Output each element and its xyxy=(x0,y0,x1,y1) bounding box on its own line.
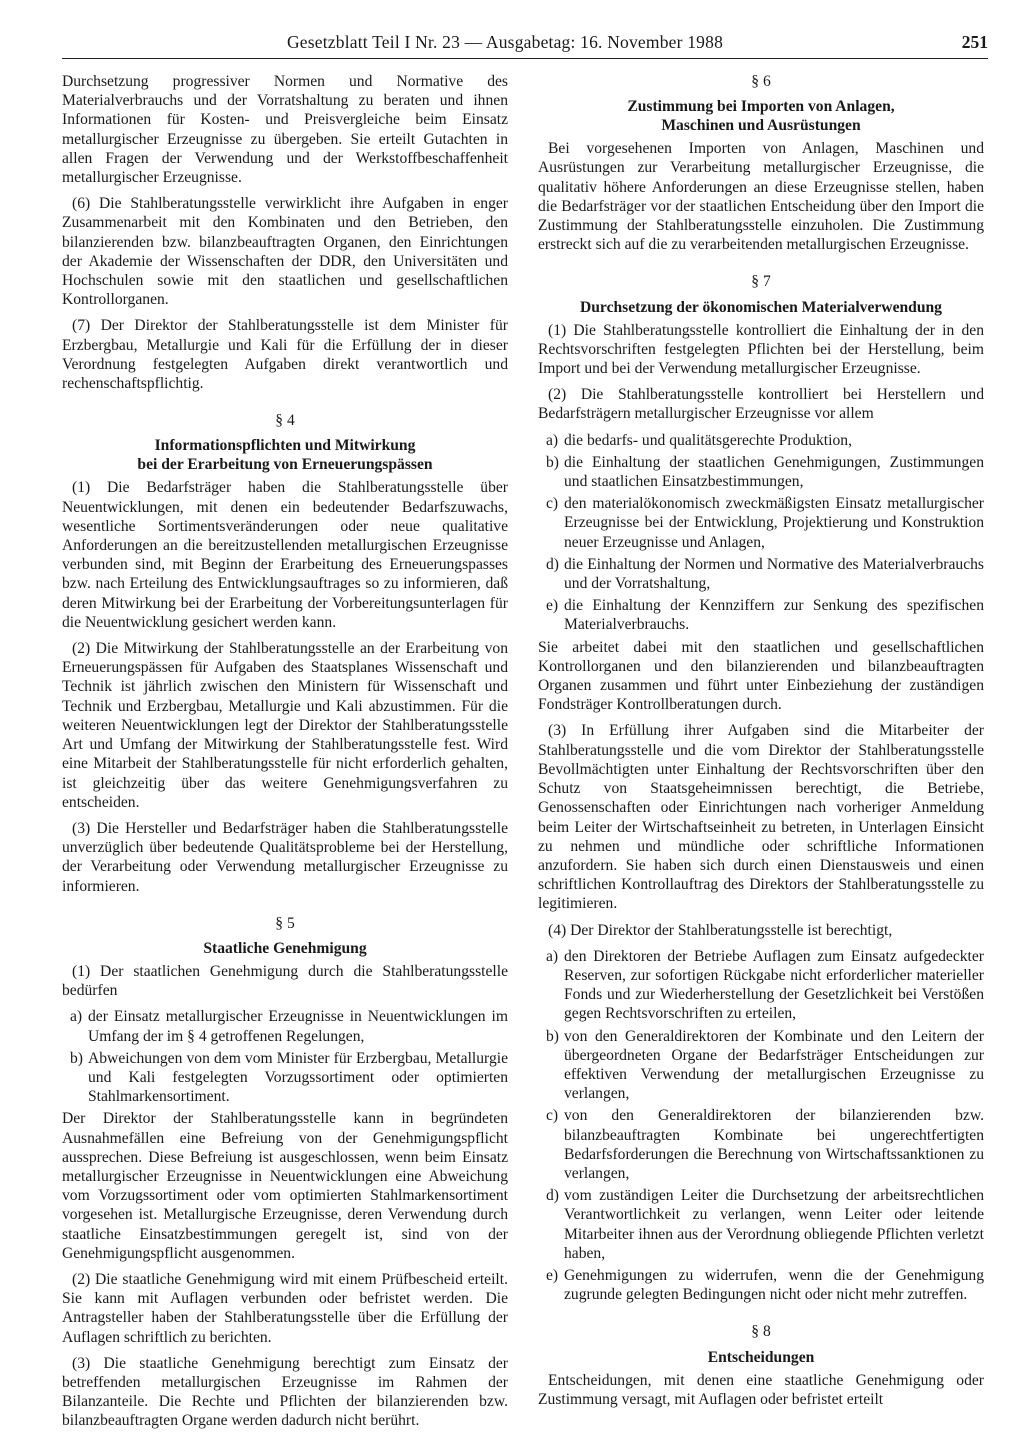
list-item xyxy=(538,431,984,450)
list-marker: b) xyxy=(546,1027,559,1045)
paragraph: Der Direktor der Stahlberatungsstelle kann in begründeten Ausnahmefällen eine Befreiung von der Genehmigungspflicht aussprechen. Diese Befreiung ist ausgeschlossen, wenn beim Einsatz metallurgischer Erzeugnisse in Neuentwicklungen eine Abweichung vom Vorzugssortiment oder vom optimierten Stahlmarkensortiment vorgesehen ist. Metallurgische Erzeugnisse, deren Verwendung durch staatliche Einsatzbestimmungen geregelt ist, sind von der Genehmigungspflicht ausgenommen. xyxy=(62,1110,508,1262)
paragraph: (3) Die Hersteller und Bedarfsträger haben die Stahlberatungsstelle unverzüglich über bedeutende Qualitätsprobleme bei der Herstellung, der Verarbeitung oder Verwendung metallurgischer Erzeugnisse zu informieren. xyxy=(62,819,508,895)
list-marker: c) xyxy=(546,1107,559,1125)
paragraph: (4) Der Direktor der Stahlberatungsstelle ist berechtigt, xyxy=(548,921,893,939)
list-item-text: Abweichungen von dem vom Minister für Erzbergbau, Metallurgie und Kali festgelegten Vorzugssortiment oder optimierten Stahlmarkensortiment. xyxy=(88,1049,508,1106)
right-column xyxy=(538,72,984,1408)
list-item-text: vom zuständigen Leiter die Durchsetzung der arbeitsrechtlichen Verantwortlichkeit zu verlangen, wenn Leiter oder leitende Mitarbeiter ihnen aus der Verordnung obliegende Pflichten verletzt haben, xyxy=(564,1187,984,1262)
list-item-text: von den Generaldirektoren der bilanzierenden bzw. bilanzbeauftragten Kombinate bei ungerechtfertigten Bedarfsforderungen die Berechnung von Wirtschaftssanktionen zu verlangen, xyxy=(564,1107,984,1182)
list-item xyxy=(538,596,984,634)
section-title: Entscheidungen xyxy=(707,1348,815,1366)
paragraph: (3) In Erfüllung ihrer Aufgaben sind die Mitarbeiter der Stahlberatungsstelle und die vom Direktor der Stahlberatungsstelle Bevollmächtigten unter Einhaltung der Rechtsvorschriften über den Schutz von Staatsgeheimnissen berechtigt, die Betriebe, Genossenschaften oder Einrichtungen nach vorheriger Anmeldung beim Leiter der Wirtschaftseinheit zu betreten, in Unterlagen Einsicht zu nehmen und mündliche oder schriftliche Informationen anzufordern. Sie haben sich durch einen Dienstausweis und einen schriftlichen Kontrollauftrag des Direktors der Stahlberatungsstelle zu legitimieren. xyxy=(538,722,984,913)
section-number: § 7 xyxy=(751,273,771,291)
section-title: Staatliche Genehmigung xyxy=(203,939,367,957)
list-marker: a) xyxy=(546,431,559,449)
list-item xyxy=(538,1266,984,1304)
list-item-text: Genehmigungen zu widerrufen, wenn die der Genehmigung zugrunde gelegten Bedingungen nicht oder nicht mehr zutreffen. xyxy=(564,1266,984,1304)
list-marker: a) xyxy=(546,947,559,965)
list-marker: b) xyxy=(70,1049,83,1067)
section-number: § 4 xyxy=(275,412,295,430)
list-item xyxy=(538,947,984,1024)
paragraph: Bei vorgesehenen Importen von Anlagen, Maschinen und Ausrüstungen zur Verarbeitung metallurgischer Erzeugnisse, die qualitativ höhere Anforderungen an diese Erzeugnisse stellen, haben die Bedarfsträger vor der staatlichen Entscheidung über den Import die Zustimmung der Stahlberatungsstelle einzuholen. Die Zustimmung erstreckt sich auf die zu verarbeitenden metallurgischen Erzeugnisse. xyxy=(538,140,984,254)
list-marker: e) xyxy=(546,1266,559,1284)
list-marker: a) xyxy=(70,1008,83,1026)
list-marker: d) xyxy=(546,1187,559,1205)
section-title xyxy=(62,436,508,474)
paragraph: Entscheidungen, mit denen eine staatliche Genehmigung oder Zustimmung versagt, mit Auflagen oder befristet erteilt xyxy=(538,1371,984,1408)
section-number: § 8 xyxy=(751,1323,771,1341)
list-item xyxy=(538,1027,984,1104)
paragraph: (2) Die staatliche Genehmigung wird mit einem Prüfbescheid erteilt. Sie kann mit Auflagen verbunden oder befristet werden. Die Antragsteller haben der Stahlberatungsstelle über die Erfüllung der Auflagen schriftlich zu berichten. xyxy=(62,1270,508,1346)
list-item-text: den materialökonomisch zweckmäßigsten Einsatz metallurgischer Erzeugnisse bei der Entwicklung, Projektierung und Konstruktion neuer Erzeugnisse und Anlagen, xyxy=(564,495,984,551)
paragraph: (7) Der Direktor der Stahlberatungsstelle ist dem Minister für Erzbergbau, Metallurgie und Kali für die Erfüllung der in dieser Verordnung festgelegten Aufgaben direkt verantwortlich und rechenschaftspflichtig. xyxy=(62,317,508,393)
paragraph: (2) Die Mitwirkung der Stahlberatungsstelle an der Erarbeitung von Erneuerungspässen für Aufgaben des Staatsplanes Wissenschaft und Technik ist jährlich zwischen den Ministern für Wissenschaft und Technik und Erzbergbau, Metallurgie und Kali abzustimmen. Für die weiteren Neuentwicklungen legt der Direktor der Stahlberatungsstelle Art und Umfang der Mitwirkung der Stahlberatungsstelle fest. Wird eine Mitarbeit der Stahlberatungsstelle für nicht erforderlich gehalten, ist gleichzeitig über das weitere Genehmigungsverfahren zu entscheiden. xyxy=(62,640,508,811)
paragraph: (1) Die Stahlberatungsstelle kontrolliert die Einhaltung der in den Rechtsvorschriften festgelegten Pflichten bei der Herstellung, beim Import und bei der Verwendung metallurgischer Erzeugnisse. xyxy=(538,321,984,378)
paragraph: (2) Die Stahlberatungsstelle kontrolliert bei Herstellern und Bedarfsträgern metallurgischer Erzeugnisse vor allem xyxy=(538,386,984,423)
list-marker: b) xyxy=(546,453,559,471)
section-title-line: bei der Erarbeitung von Erneuerungspässen xyxy=(137,456,433,474)
enumerated-list xyxy=(538,947,984,1305)
list-item xyxy=(538,1106,984,1183)
list-marker: d) xyxy=(546,555,559,573)
section-title xyxy=(538,97,984,135)
list-marker: c) xyxy=(546,495,559,513)
section-title-line: Informationspflichten und Mitwirkung xyxy=(154,437,416,455)
list-item xyxy=(62,1049,508,1107)
list-item xyxy=(538,453,984,491)
enumerated-list xyxy=(62,1007,508,1106)
list-item-text: die Einhaltung der Kennziffern zur Senkung des spezifischen Materialverbrauchs. xyxy=(564,597,984,634)
list-item-text: von den Generaldirektoren der Kombinate und den Leitern der übergeordneten Organe der Bedarfsträger Entscheidungen zur effektiven Verwendung der metallurgischen Erzeugnisse zu verlangen, xyxy=(564,1027,984,1103)
paragraph: Durchsetzung progressiver Normen und Normative des Materialverbrauchs und der Vorratshaltung zu beraten und ihnen Informationen für Kosten- und Preisvergleiche beim Einsatz metallurgischer Erzeugnisse zu übergeben. Sie erteilt Gutachten in allen Fragen der Verwendung und der Werkstoffbeschaffenheit metallurgischer Erzeugnisse. xyxy=(62,73,508,187)
section-title: Durchsetzung der ökonomischen Materialverwendung xyxy=(580,298,942,316)
list-item-text: die Einhaltung der staatlichen Genehmigungen, Zustimmungen und staatlichen Einsatzbestimmungen, xyxy=(564,453,984,491)
page-header xyxy=(62,32,988,59)
section-number: § 6 xyxy=(751,73,771,90)
page-number: 251 xyxy=(961,32,988,52)
list-item-text: den Direktoren der Betriebe Auflagen zum Einsatz aufgedeckter Reserven, zur sofortigen Rückgabe nicht erforderlicher materieller Fonds und zur Wiederherstellung der Gesetzlichkeit bei Verstößen gegen Rechtsvorschriften zu erteilen, xyxy=(564,947,984,1023)
paragraph: (1) Die Bedarfsträger haben die Stahlberatungsstelle über Neuentwicklungen, mit denen ein bedeutender Bedarfszuwachs, wesentliche Sortimentsveränderungen oder neue qualitative Anforderungen an die bereitzustellenden metallurgischen Erzeugnisse verbunden sind, mit Beginn der Erarbeitung des Erneuerungspasses bzw. nach Erteilung des Entwicklungsauftrages so zu informieren, daß deren Mitwirkung bei der Erarbeitung der Vorbereitungsunterlagen für die Neuentwicklung gesichert werden kann. xyxy=(62,479,508,631)
list-item-text: die Einhaltung der Normen und Normative des Materialverbrauchs und der Vorratshaltung, xyxy=(564,555,984,593)
list-item xyxy=(62,1007,508,1045)
paragraph: (6) Die Stahlberatungsstelle verwirklicht ihre Aufgaben in enger Zusammenarbeit mit den Kombinaten und den Betrieben, den bilanzierenden bzw. bilanzbeauftragten Organen, den Einrichtungen der Akademie der Wissenschaften der DDR, den Universitäten und Hochschulen sowie mit den staatlichen und gesellschaftlichen Kontrollorganen. xyxy=(62,195,508,309)
list-item xyxy=(538,1186,984,1263)
list-item-text: der Einsatz metallurgischer Erzeugnisse in Neuentwicklungen im Umfang der im § 4 getroffenen Regelungen, xyxy=(88,1008,508,1045)
list-item-text: die bedarfs- und qualitätsgerechte Produktion, xyxy=(564,431,852,449)
section-title-line: Zustimmung bei Importen von Anlagen, xyxy=(627,98,895,116)
header-title: Gesetzblatt Teil I Nr. 23 — Ausgabetag: 16. November 1988 xyxy=(286,32,724,52)
paragraph: (3) Die staatliche Genehmigung berechtigt zum Einsatz der betreffenden metallurgischen Erzeugnisse im Rahmen der Bilanzanteile. Die Rechte und Pflichten der bilanzierenden bzw. bilanzbeauftragten Organe werden dadurch nicht berührt. xyxy=(62,1354,508,1430)
left-column xyxy=(62,72,508,1430)
section-title-line: Maschinen und Ausrüstungen xyxy=(661,117,861,135)
list-marker: e) xyxy=(546,597,559,615)
list-item xyxy=(538,494,984,552)
list-item xyxy=(538,555,984,593)
enumerated-list xyxy=(538,431,984,635)
paragraph: Sie arbeitet dabei mit den staatlichen und gesellschaftlichen Kontrollorganen und den bilanzierenden und bilanzbeauftragten Organen zusammen und führt unter Einbeziehung der zuständigen Fondsträger Kontrollberatungen durch. xyxy=(538,638,984,714)
paragraph: (1) Der staatlichen Genehmigung durch die Stahlberatungsstelle bedürfen xyxy=(62,962,508,1000)
section-number: § 5 xyxy=(275,914,295,932)
